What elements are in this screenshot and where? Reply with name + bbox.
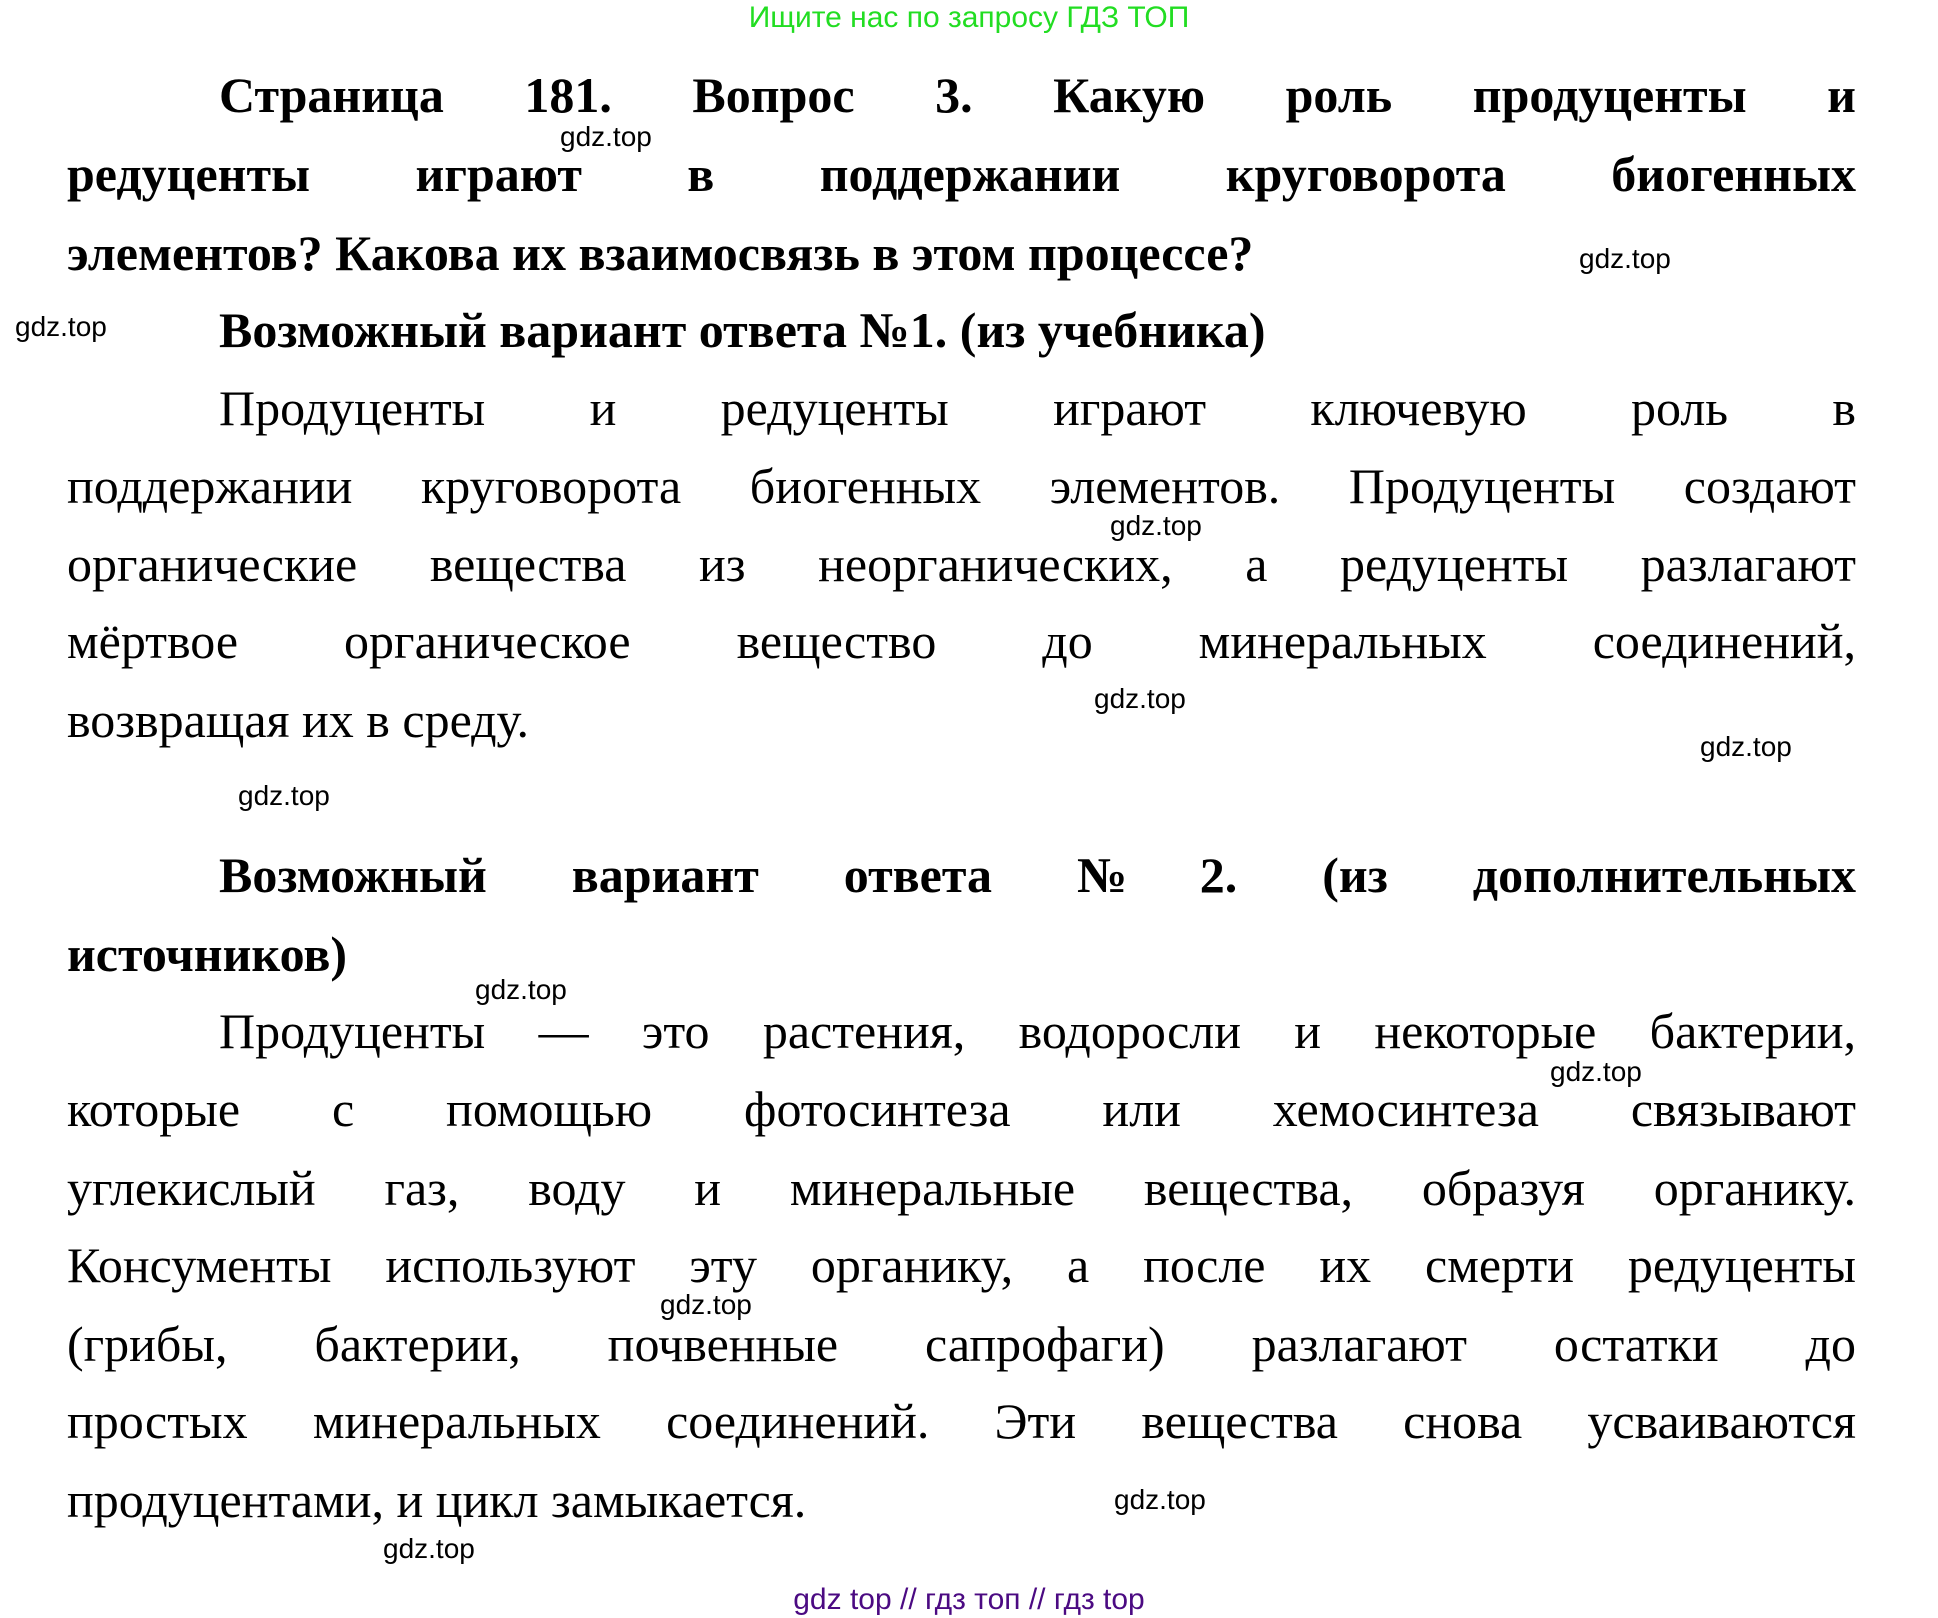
answer1-line: Продуценты и редуценты играют ключевую роль в [219, 380, 1856, 436]
search-hint-banner: Ищите нас по запросу ГДЗ ТОП [748, 1, 1190, 34]
watermark: gdz.top [1114, 1484, 1206, 1515]
answer2-heading-line-1: Возможный вариант ответа №2. (из дополнительных [219, 847, 1856, 903]
answer2-line: продуцентами, и цикл замыкается. [67, 1472, 807, 1528]
watermark: gdz.top [238, 780, 330, 811]
answer2-line: которые с помощью фотосинтеза или хемосинтеза связывают [67, 1081, 1856, 1137]
question-line-2: редуценты играют в поддержании круговорота биогенных [67, 146, 1856, 202]
answer2-line: простых минеральных соединений. Эти вещества снова усваиваются [67, 1393, 1856, 1449]
answer1-line: мёртвое органическое вещество до минеральных соединений, [67, 613, 1856, 669]
answer1-line: возвращая их в среду. [67, 692, 530, 748]
answer1-line: органические вещества из неорганических, а редуценты разлагают [67, 536, 1856, 592]
question-line-1: Страница 181. Вопрос 3. Какую роль продуценты и [219, 67, 1856, 123]
watermark: gdz.top [660, 1289, 752, 1320]
question-line-3: элементов? Какова их взаимосвязь в этом процессе? [67, 225, 1254, 281]
watermark: gdz.top [1094, 683, 1186, 714]
watermark: gdz.top [1579, 243, 1671, 274]
answer2-heading-line-2: источников) [67, 926, 347, 982]
answer2-line: углекислый газ, воду и минеральные вещества, образуя органику. [67, 1160, 1856, 1216]
watermark: gdz.top [1110, 510, 1202, 541]
answer2-line: Продуценты — это растения, водоросли и некоторые бактерии, [219, 1003, 1856, 1059]
answer1-line: поддержании круговорота биогенных элементов. Продуценты создают [67, 458, 1856, 514]
answer1-heading: Возможный вариант ответа №1. (из учебника) [219, 302, 1266, 358]
watermark: gdz.top [15, 311, 107, 342]
watermark: gdz.top [560, 121, 652, 152]
answer2-line: (грибы, бактерии, почвенные сапрофаги) разлагают остатки до [67, 1316, 1856, 1372]
watermark: gdz.top [475, 974, 567, 1005]
footer-banner: gdz top // гдз топ // гдз top [793, 1583, 1145, 1616]
watermark: gdz.top [383, 1533, 475, 1564]
watermark: gdz.top [1550, 1056, 1642, 1087]
answer2-line: Консументы используют эту органику, а после их смерти редуценты [67, 1237, 1856, 1293]
watermark: gdz.top [1700, 731, 1792, 762]
